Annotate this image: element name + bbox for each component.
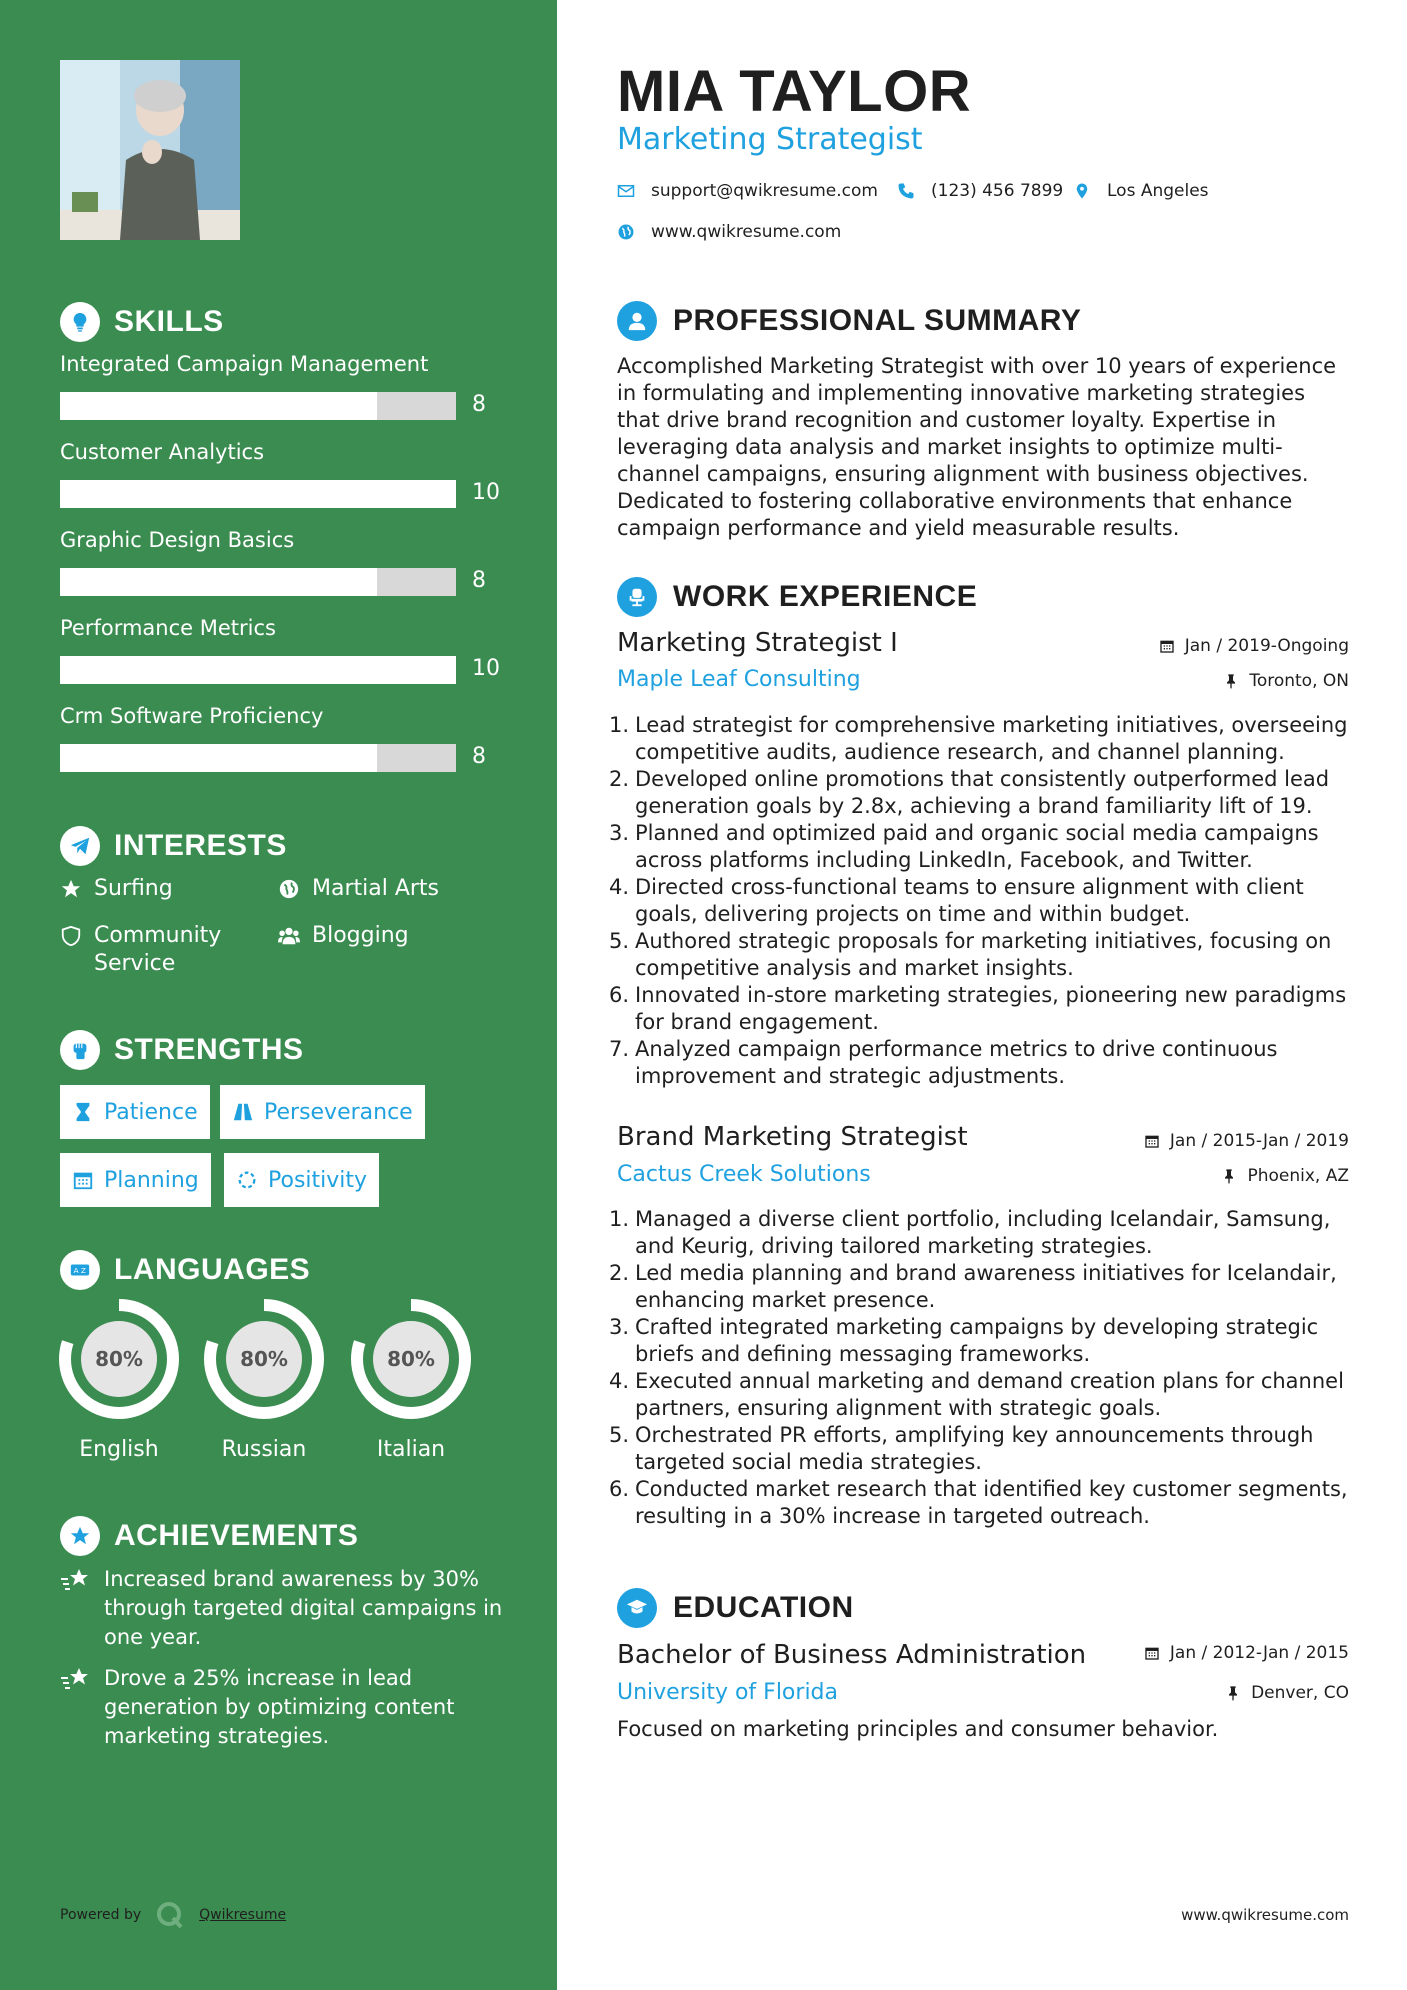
strength-chip [60,1085,210,1139]
experience-title: WORK EXPERIENCE [673,580,978,613]
calendar-icon [72,1169,94,1191]
skill-value: 10 [472,656,500,681]
education-heading [617,1588,854,1628]
achievements-heading [60,1516,358,1556]
job-location-text: Toronto, ON [1249,671,1349,691]
spinner-icon [236,1169,258,1191]
education-degree: Bachelor of Business Administration [617,1640,1087,1670]
duty-item: 3. Planned and optimized paid and organic social media campaigns across platforms including LinkedIn, Facebook, and Twitter. [605,820,1355,874]
strength-chip [220,1085,425,1139]
language-ring [349,1297,473,1421]
language-percent: 80% [387,1347,435,1371]
user-icon [617,301,657,341]
calendar-icon [1144,1645,1160,1661]
language-percent: 80% [240,1347,288,1371]
summary-text: Accomplished Marketing Strategist with over 10 years of experience in formulating and implementing innovative marketing strategies that drive brand recognition and customer loyalty. Expertise in leveraging data analysis and market insights to optimize multi-channel campaigns, ensuring alignment with business objectives. Dedicated to fostering collaborative environments that enhance campaign performance and yield measurable results. [617,354,1337,540]
phone-icon [897,182,915,200]
skill-bar-fill [60,568,377,596]
job-company: Cactus Creek Solutions [617,1162,871,1187]
job-dates [1159,636,1349,656]
education-dates [1144,1643,1349,1663]
paper-plane-icon [60,826,100,866]
education-dates-text: Jan / 2012-Jan / 2015 [1169,1643,1349,1663]
graduate-icon [617,1588,657,1628]
svg-text:A: A [73,1266,79,1276]
interest-label: Community Service [94,923,222,976]
star-icon [60,878,82,900]
language-item [349,1297,473,1462]
skill-value: 10 [472,480,500,505]
language-name: Russian [221,1437,307,1462]
job-title: Brand Marketing Strategist [617,1122,968,1152]
duty-item: 6. Innovated in-store marketing strategies, pioneering new paradigms for brand engagement. [605,982,1355,1036]
job-dates [1144,1131,1349,1151]
candidate-role: Marketing Strategist [617,122,923,157]
education-school: University of Florida [617,1680,838,1705]
education-location [1225,1683,1349,1703]
job-company: Maple Leaf Consulting [617,667,861,692]
pushpin-icon [1223,673,1239,689]
skill-name: Customer Analytics [60,440,265,464]
languages-title: LANGUAGES [114,1253,311,1286]
achievement-item [60,1664,520,1751]
skill-name: Graphic Design Basics [60,528,295,552]
website-text: www.qwikresume.com [651,222,842,242]
shooting-star-icon [60,1666,92,1694]
strengths-title: STRENGTHS [114,1033,304,1066]
job-dates-text: Jan / 2019-Ongoing [1184,636,1349,656]
duty-item: 4. Executed annual marketing and demand creation plans for channel partners, ensuring alignment with strategic goals. [605,1368,1355,1422]
skill-item [60,704,520,769]
experience-heading [617,577,977,617]
skill-name: Integrated Campaign Management [60,352,429,376]
skill-bar [60,656,456,684]
duty-text: Conducted market research that identified key customer segments, resulting in a 30% increase in targeted outreach. [635,1477,1348,1528]
summary-heading [617,301,1081,341]
map-pin-icon [1073,182,1091,200]
strength-label: Positivity [268,1167,368,1193]
duty-text: Led media planning and brand awareness initiatives for Icelandair, enhancing market presence. [635,1261,1337,1312]
star-badge-icon [60,1516,100,1556]
skills-title: SKILLS [114,305,224,338]
skill-bar [60,568,456,596]
office-chair-icon [617,577,657,617]
candidate-name: MIA TAYLOR [617,59,972,124]
interest-label: Surfing [94,876,173,901]
skill-item [60,352,520,417]
duty-item: 1. Lead strategist for comprehensive marketing initiatives, overseeing competitive audits, audience research, and channel planning. [605,712,1355,766]
interest-label: Blogging [312,923,409,948]
duty-item: 7. Analyzed campaign performance metrics to drive continuous improvement and strategic adjustments. [605,1036,1355,1090]
interest-label: Martial Arts [312,876,440,901]
language-item [202,1297,326,1462]
sidebar [0,0,557,1990]
language-percent: 80% [95,1347,143,1371]
duty-text: Lead strategist for comprehensive marketing initiatives, overseeing competitive audits, audience research, and channel planning. [635,713,1348,764]
language-ring [202,1297,326,1421]
job-location [1223,671,1349,691]
duty-text: Planned and optimized paid and organic social media campaigns across platforms including LinkedIn, Facebook, and Twitter. [635,821,1319,872]
language-name: Italian [376,1437,446,1462]
duty-item: 2. Developed online promotions that consistently outperformed lead generation goals by 2.8x, achieving a brand familiarity lift of 19. [605,766,1355,820]
job-title: Marketing Strategist I [617,628,898,658]
skill-bar [60,480,456,508]
interest-item [60,875,173,903]
duty-item: 2. Led media planning and brand awareness initiatives for Icelandair, enhancing market presence. [605,1260,1355,1314]
qwikresume-logo-icon [155,1900,185,1930]
summary-title: PROFESSIONAL SUMMARY [673,304,1082,337]
phone-text: (123) 456 7899 [931,181,1064,201]
contact-phone[interactable] [897,181,1063,201]
interest-item [278,922,409,950]
interests-heading [60,826,287,866]
calendar-icon [1144,1133,1160,1149]
duty-item: 5. Authored strategic proposals for marketing initiatives, focusing on competitive analysis and market insights. [605,928,1355,982]
profile-photo [60,60,240,240]
language-ring [57,1297,181,1421]
calendar-icon [1159,638,1175,654]
duty-item: 4. Directed cross-functional teams to ensure alignment with client goals, delivering projects on time and within budget. [605,874,1355,928]
svg-text:Z: Z [80,1266,86,1276]
achievement-text: Drove a 25% increase in lead generation by optimizing content marketing strategies. [104,1666,455,1748]
education-description: Focused on marketing principles and consumer behavior. [617,1717,1219,1741]
strength-label: Planning [104,1167,199,1193]
duty-text: Orchestrated PR efforts, amplifying key announcements through targeted social media strategies. [635,1423,1314,1474]
strength-label: Patience [104,1099,198,1125]
skill-bar-fill [60,392,377,420]
duty-item: 6. Conducted market research that identified key customer segments, resulting in a 30% increase in targeted outreach. [605,1476,1355,1530]
skill-name: Crm Software Proficiency [60,704,324,728]
skill-value: 8 [472,568,486,593]
education-location-text: Denver, CO [1251,1683,1349,1703]
duty-text: Executed annual marketing and demand creation plans for channel partners, ensuring alignment with strategic goals. [635,1369,1344,1420]
skill-item [60,616,520,681]
skill-bar-fill [60,480,456,508]
skill-value: 8 [472,744,486,769]
contact-email[interactable] [617,181,878,201]
skill-bar-fill [60,744,377,772]
location-text: Los Angeles [1107,181,1209,201]
language-item [57,1297,181,1462]
shooting-star-icon [60,1567,92,1595]
duty-text: Managed a diverse client portfolio, including Icelandair, Samsung, and Keurig, driving tailored marketing strategies. [635,1207,1331,1258]
duty-text: Authored strategic proposals for marketing initiatives, focusing on competitive analysis and market insights. [635,929,1332,980]
envelope-icon [617,182,635,200]
pushpin-icon [1221,1168,1237,1184]
powered-by-label: Powered by [60,1907,142,1923]
hourglass-icon [72,1101,94,1123]
interest-item [60,922,260,978]
job-location [1221,1166,1349,1186]
contact-website[interactable] [617,222,841,242]
strength-chip [224,1153,379,1207]
skill-name: Performance Metrics [60,616,276,640]
powered-by [60,1900,286,1930]
duty-text: Developed online promotions that consistently outperformed lead generation goals by 2.8x, achieving a brand familiarity lift of 19. [635,767,1330,818]
skill-bar [60,744,456,772]
lightbulb-icon [60,302,100,342]
globe-icon [617,223,635,241]
language-name: English [79,1437,159,1462]
skill-bar [60,392,456,420]
qwikresume-link[interactable]: Qwikresume [199,1907,287,1923]
achievement-item [60,1565,520,1652]
pushpin-icon [1225,1685,1241,1701]
strength-chip [60,1153,211,1207]
achievements-title: ACHIEVEMENTS [114,1519,359,1552]
job-dates-text: Jan / 2015-Jan / 2019 [1169,1131,1349,1151]
skill-item [60,528,520,593]
road-icon [232,1101,254,1123]
strength-label: Perseverance [264,1099,413,1125]
interest-item [278,875,439,903]
duty-text: Innovated in-store marketing strategies, pioneering new paradigms for brand engagement. [635,983,1347,1034]
duty-text: Directed cross-functional teams to ensure alignment with client goals, delivering projects on time and within budget. [635,875,1304,926]
duty-item: 5. Orchestrated PR efforts, amplifying key announcements through targeted social media strategies. [605,1422,1355,1476]
skills-heading [60,302,224,342]
contact-location [1073,181,1209,201]
email-text: support@qwikresume.com [651,181,878,201]
profile-photo-image [60,60,240,240]
job-duties-list [605,712,1355,1090]
fist-icon [60,1030,100,1070]
achievement-text: Increased brand awareness by 30% through targeted digital campaigns in one year. [104,1567,503,1649]
translate-icon [60,1250,100,1290]
skill-bar-fill [60,656,456,684]
languages-heading [60,1250,310,1290]
users-icon [278,925,300,947]
skill-item [60,440,520,505]
education-title: EDUCATION [673,1591,854,1624]
duty-text: Analyzed campaign performance metrics to drive continuous improvement and strategic adjustments. [635,1037,1278,1088]
skill-value: 8 [472,392,486,417]
shield-icon [60,925,82,947]
job-location-text: Phoenix, AZ [1247,1166,1349,1186]
interests-title: INTERESTS [114,829,287,862]
globe-icon [278,878,300,900]
strengths-heading [60,1030,304,1070]
duty-text: Crafted integrated marketing campaigns by developing strategic briefs and defining messaging frameworks. [635,1315,1319,1366]
duty-item: 1. Managed a diverse client portfolio, including Icelandair, Samsung, and Keurig, driving tailored marketing strategies. [605,1206,1355,1260]
duty-item: 3. Crafted integrated marketing campaigns by developing strategic briefs and defining messaging frameworks. [605,1314,1355,1368]
job-duties-list [605,1206,1355,1530]
footer-url[interactable]: www.qwikresume.com [1181,1906,1349,1924]
